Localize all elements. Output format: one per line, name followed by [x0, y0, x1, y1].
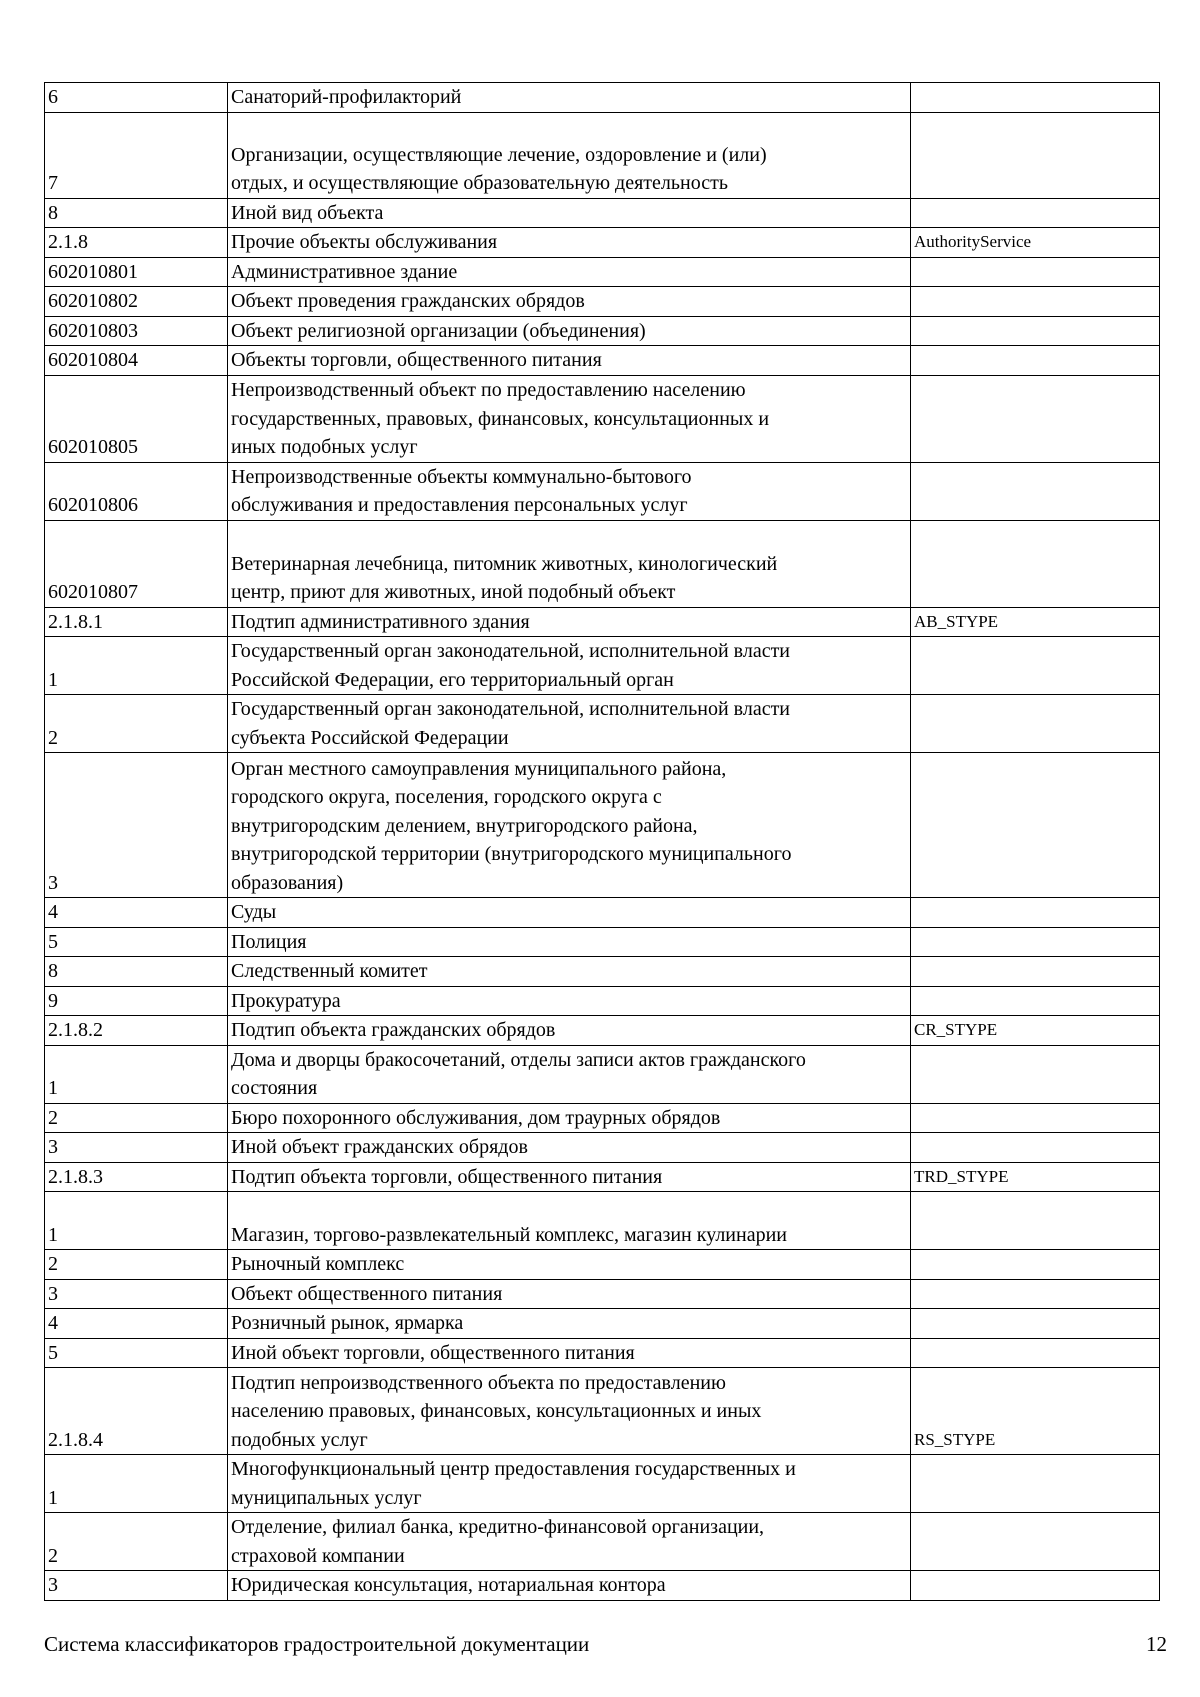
row-name-cell: Следственный комитет — [228, 957, 911, 987]
row-code-cell: 4 — [45, 1309, 228, 1339]
table-row — [45, 957, 1160, 987]
row-attribute-cell — [911, 1571, 1160, 1601]
table-row — [45, 1571, 1160, 1601]
row-name-cell: Юридическая консультация, нотариальная контора — [228, 1571, 911, 1601]
row-name-cell: Бюро похоронного обслуживания, дом траурных обрядов — [228, 1103, 911, 1133]
row-name-cell: Полиция — [228, 927, 911, 957]
row-name-cell: Иной объект торговли, общественного питания — [228, 1338, 911, 1368]
row-name-cell: Магазин, торгово-развлекательный комплекс, магазин кулинарии — [228, 1192, 911, 1250]
row-code-cell: 2.1.8 — [45, 228, 228, 258]
row-code-cell: 6 — [45, 83, 228, 113]
row-name-cell: Ветеринарная лечебница, питомник животных, кинологический центр, приют для животных, иной подобный объект — [228, 520, 911, 607]
row-code-cell: 2.1.8.1 — [45, 607, 228, 637]
row-code-cell: 3 — [45, 1279, 228, 1309]
table-row — [45, 1250, 1160, 1280]
row-code-cell: 2.1.8.4 — [45, 1368, 228, 1455]
row-attribute-cell — [911, 1192, 1160, 1250]
row-code-cell: 9 — [45, 986, 228, 1016]
row-name-cell: Государственный орган законодательной, исполнительной власти субъекта Российской Федерации — [228, 695, 911, 753]
table-row — [45, 228, 1160, 258]
row-code-cell: 3 — [45, 1133, 228, 1163]
row-attribute-cell — [911, 462, 1160, 520]
row-attribute-cell — [911, 986, 1160, 1016]
row-attribute-cell — [911, 346, 1160, 376]
row-attribute-cell — [911, 1133, 1160, 1163]
row-code-cell: 3 — [45, 753, 228, 898]
row-code-cell: 602010807 — [45, 520, 228, 607]
row-attribute-cell — [911, 257, 1160, 287]
row-name-cell: Непроизводственный объект по предоставлению населению государственных, правовых, финансовых, консультационных и иных подобных услуг — [228, 375, 911, 462]
row-attribute-cell — [911, 316, 1160, 346]
row-name-cell: Отделение, филиал банка, кредитно-финансовой организации, страховой компании — [228, 1513, 911, 1571]
row-attribute-cell — [911, 1045, 1160, 1103]
row-attribute-cell — [911, 198, 1160, 228]
row-code-cell: 2 — [45, 1103, 228, 1133]
table-row — [45, 637, 1160, 695]
table-row — [45, 1192, 1160, 1250]
row-attribute-cell — [911, 1279, 1160, 1309]
row-code-cell: 602010802 — [45, 287, 228, 317]
row-attribute-cell — [911, 1309, 1160, 1339]
row-code-cell: 2.1.8.3 — [45, 1162, 228, 1192]
row-attribute-cell — [911, 1250, 1160, 1280]
row-name-cell: Дома и дворцы бракосочетаний, отделы записи актов гражданского состояния — [228, 1045, 911, 1103]
row-code-cell: 5 — [45, 1338, 228, 1368]
row-code-cell: 1 — [45, 637, 228, 695]
row-name-cell: Розничный рынок, ярмарка — [228, 1309, 911, 1339]
footer-title: Система классификаторов градостроительной документации — [44, 1632, 590, 1656]
row-name-cell: Непроизводственные объекты коммунально-бытового обслуживания и предоставления персональных услуг — [228, 462, 911, 520]
row-attribute-cell: TRD_STYPE — [911, 1162, 1160, 1192]
row-name-cell: Административное здание — [228, 257, 911, 287]
row-name-cell: Санаторий-профилакторий — [228, 83, 911, 113]
row-attribute-cell — [911, 83, 1160, 113]
table-row — [45, 1162, 1160, 1192]
row-attribute-cell — [911, 1103, 1160, 1133]
row-name-cell: Государственный орган законодательной, исполнительной власти Российской Федерации, его территориальный орган — [228, 637, 911, 695]
table-row — [45, 316, 1160, 346]
row-attribute-cell — [911, 1338, 1160, 1368]
row-name-cell: Суды — [228, 898, 911, 928]
table-row — [45, 1133, 1160, 1163]
table-row — [45, 927, 1160, 957]
row-attribute-cell — [911, 927, 1160, 957]
row-code-cell: 8 — [45, 198, 228, 228]
row-attribute-cell: CR_STYPE — [911, 1016, 1160, 1046]
table-row — [45, 753, 1160, 898]
table-row — [45, 1368, 1160, 1455]
row-code-cell: 7 — [45, 112, 228, 198]
row-name-cell: Подтип объекта торговли, общественного питания — [228, 1162, 911, 1192]
table-row — [45, 1279, 1160, 1309]
row-attribute-cell — [911, 1455, 1160, 1513]
row-attribute-cell — [911, 898, 1160, 928]
table-row — [45, 257, 1160, 287]
row-code-cell: 2.1.8.2 — [45, 1016, 228, 1046]
table-row — [45, 1016, 1160, 1046]
row-name-cell: Прокуратура — [228, 986, 911, 1016]
table-row — [45, 520, 1160, 607]
row-attribute-cell: RS_STYPE — [911, 1368, 1160, 1455]
row-code-cell: 602010801 — [45, 257, 228, 287]
row-code-cell: 602010805 — [45, 375, 228, 462]
row-attribute-cell — [911, 695, 1160, 753]
page-number: 12 — [1146, 1632, 1167, 1656]
table-row — [45, 1513, 1160, 1571]
table-row — [45, 83, 1160, 113]
row-code-cell: 1 — [45, 1455, 228, 1513]
row-name-cell: Прочие объекты обслуживания — [228, 228, 911, 258]
row-name-cell: Рыночный комплекс — [228, 1250, 911, 1280]
row-code-cell: 5 — [45, 927, 228, 957]
row-code-cell: 1 — [45, 1192, 228, 1250]
row-name-cell: Многофункциональный центр предоставления государственных и муниципальных услуг — [228, 1455, 911, 1513]
row-attribute-cell: AB_STYPE — [911, 607, 1160, 637]
table-row — [45, 198, 1160, 228]
row-attribute-cell — [911, 112, 1160, 198]
row-code-cell: 2 — [45, 1250, 228, 1280]
table-row — [45, 1103, 1160, 1133]
row-name-cell: Подтип административного здания — [228, 607, 911, 637]
row-code-cell: 2 — [45, 695, 228, 753]
row-attribute-cell — [911, 957, 1160, 987]
row-code-cell: 8 — [45, 957, 228, 987]
row-name-cell: Организации, осуществляющие лечение, оздоровление и (или) отдых, и осуществляющие образовательную деятельность — [228, 112, 911, 198]
row-name-cell: Объекты торговли, общественного питания — [228, 346, 911, 376]
row-name-cell: Иной объект гражданских обрядов — [228, 1133, 911, 1163]
table-row — [45, 287, 1160, 317]
row-attribute-cell — [911, 753, 1160, 898]
table-row — [45, 898, 1160, 928]
row-attribute-cell — [911, 287, 1160, 317]
row-code-cell: 2 — [45, 1513, 228, 1571]
row-attribute-cell — [911, 375, 1160, 462]
table-row — [45, 695, 1160, 753]
row-attribute-cell — [911, 1513, 1160, 1571]
table-row — [45, 375, 1160, 462]
table-row — [45, 112, 1160, 198]
row-code-cell: 4 — [45, 898, 228, 928]
row-name-cell: Орган местного самоуправления муниципального района, городского округа, поселения, городского округа с внутригородским делением, внутригородского района, внутригородской территории (внутригородского муниципального образования) — [228, 753, 911, 898]
classifier-table — [44, 82, 1160, 1601]
table-row — [45, 1309, 1160, 1339]
row-attribute-cell — [911, 637, 1160, 695]
row-name-cell: Объект проведения гражданских обрядов — [228, 287, 911, 317]
table-row — [45, 986, 1160, 1016]
table-row — [45, 1338, 1160, 1368]
table-row — [45, 462, 1160, 520]
table-row — [45, 607, 1160, 637]
row-name-cell: Объект религиозной организации (объединения) — [228, 316, 911, 346]
row-attribute-cell — [911, 520, 1160, 607]
row-name-cell: Объект общественного питания — [228, 1279, 911, 1309]
row-attribute-cell: AuthorityService — [911, 228, 1160, 258]
row-code-cell: 602010806 — [45, 462, 228, 520]
row-code-cell: 1 — [45, 1045, 228, 1103]
row-name-cell: Иной вид объекта — [228, 198, 911, 228]
table-row — [45, 1455, 1160, 1513]
row-name-cell: Подтип непроизводственного объекта по предоставлению населению правовых, финансовых, консультационных и иных подобных услуг — [228, 1368, 911, 1455]
row-name-cell: Подтип объекта гражданских обрядов — [228, 1016, 911, 1046]
row-code-cell: 602010803 — [45, 316, 228, 346]
row-code-cell: 3 — [45, 1571, 228, 1601]
table-row — [45, 1045, 1160, 1103]
table-row — [45, 346, 1160, 376]
classifier-table-body — [45, 83, 1160, 1601]
row-code-cell: 602010804 — [45, 346, 228, 376]
